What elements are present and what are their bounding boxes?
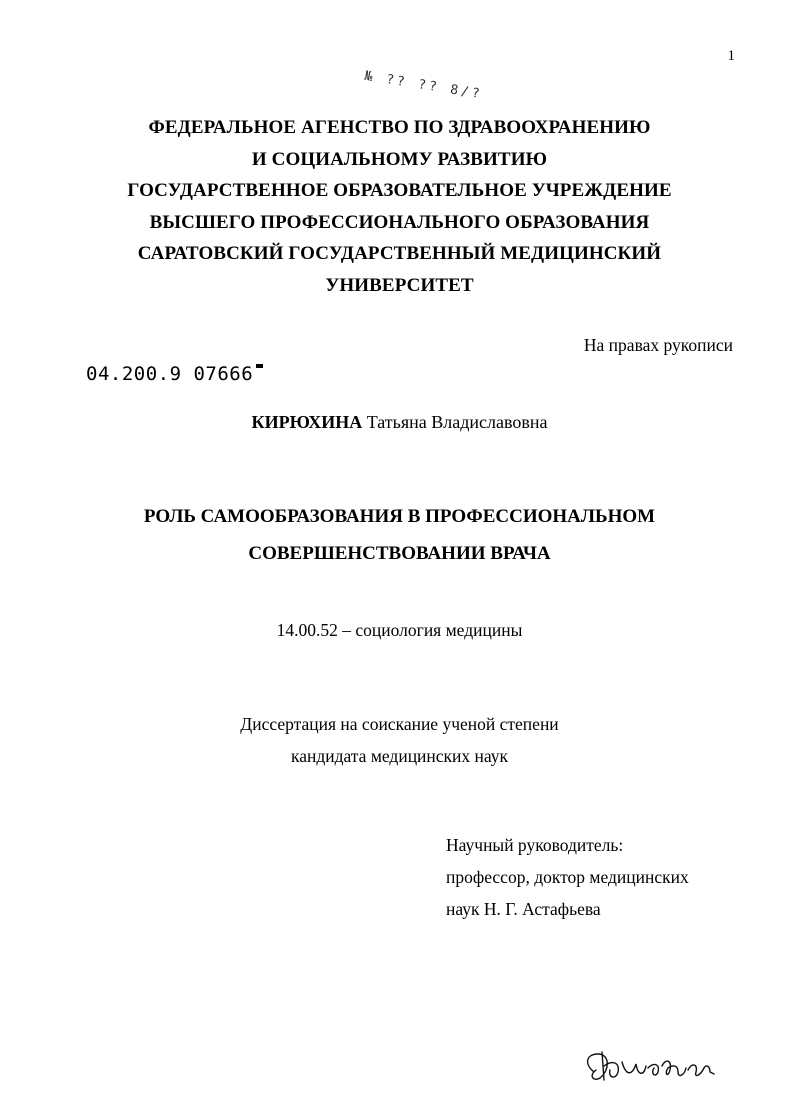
handwritten-signature: [580, 1040, 730, 1090]
institution-line: И СОЦИАЛЬНОМУ РАЗВИТИЮ: [251, 148, 548, 170]
institution-header: [0, 112, 799, 301]
registration-number: 04.200.9 07666: [86, 363, 263, 385]
page-number: 1: [727, 48, 735, 64]
author-given-names: Татьяна Владиславовна: [366, 412, 548, 432]
supervisor-line: Научный руководитель:: [446, 835, 624, 855]
dissertation-title: [0, 498, 799, 572]
institution-line: САРАТОВСКИЙ ГОСУДАРСТВЕННЫЙ МЕДИЦИНСКИЙ: [137, 243, 662, 264]
supervisor-block: [446, 829, 689, 925]
institution-line: ФЕДЕРАЛЬНОЕ АГЕНСТВО ПО ЗДРАВООХРАНЕНИЮ: [148, 117, 651, 138]
supervisor-line: профессор, доктор медицинских: [446, 867, 689, 887]
author-surname: КИРЮХИНА: [251, 412, 363, 432]
institution-line: ГОСУДАРСТВЕННОЕ ОБРАЗОВАТЕЛЬНОЕ УЧРЕЖДЕНИЕ: [127, 180, 672, 201]
title-line: РОЛЬ САМООБРАЗОВАНИЯ В ПРОФЕССИОНАЛЬНОМ: [143, 506, 656, 527]
institution-line: УНИВЕРСИТЕТ: [325, 274, 474, 296]
degree-line: Диссертация на соискание ученой степени: [240, 714, 559, 734]
degree-line: кандидата медицинских наук: [290, 746, 509, 766]
specialty-code: 14.00.52 – социология медицины: [276, 620, 523, 640]
degree-statement: [0, 708, 799, 772]
title-line: СОВЕРШЕНСТВОВАНИИ ВРАЧА: [248, 543, 551, 564]
author-name: [0, 412, 799, 433]
supervisor-line: наук Н. Г. Астафьева: [446, 899, 601, 919]
archive-stamp: № ?? ?? 8/?: [363, 68, 484, 103]
institution-line: ВЫСШЕГО ПРОФЕССИОНАЛЬНОГО ОБРАЗОВАНИЯ: [149, 211, 650, 233]
rights-note: На правах рукописи: [583, 335, 733, 355]
